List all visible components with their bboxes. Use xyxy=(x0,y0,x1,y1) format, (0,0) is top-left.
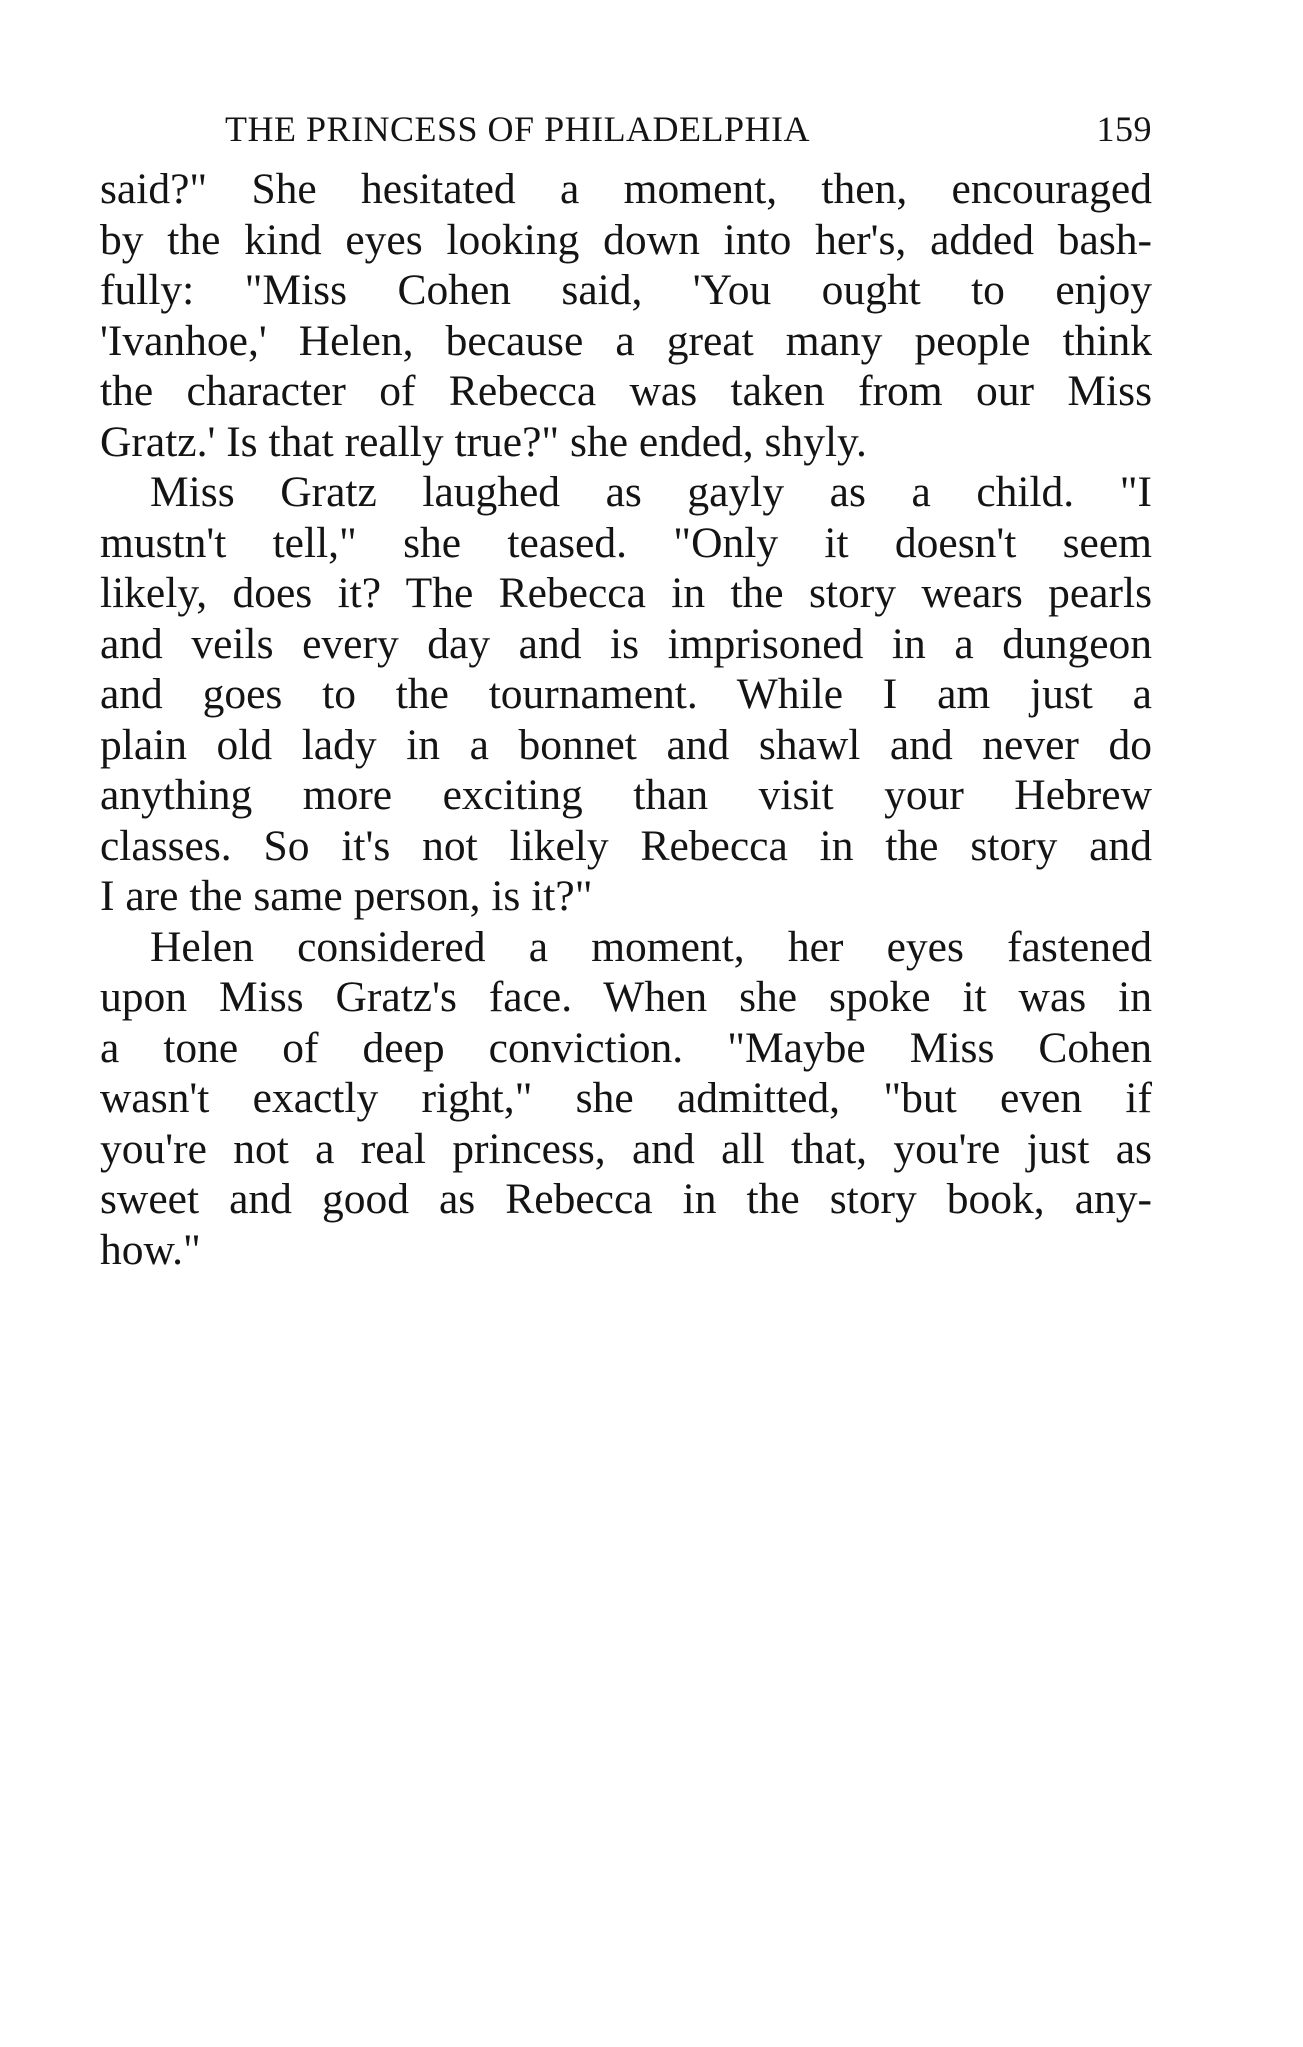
text-line: Gratz.' Is that really true?" she ended, shyly. xyxy=(100,417,867,466)
text-line: mustn't tell," she teased. "Only it doesn't seem xyxy=(100,518,1152,567)
text-line: you're not a real princess, and all that, you're just as xyxy=(100,1124,1152,1173)
text-line: anything more exciting than visit your Hebrew xyxy=(100,771,1152,819)
text-line: the character of Rebecca was taken from our Miss xyxy=(100,367,1152,415)
running-head xyxy=(100,108,1152,164)
text-line: I are the same person, is it?" xyxy=(100,872,593,920)
text-line: and goes to the tournament. While I am just a xyxy=(100,670,1152,718)
book-page xyxy=(100,108,1152,1275)
text-line: Miss Gratz laughed as gayly as a child. "I xyxy=(150,468,1152,516)
text-line: 'Ivanhoe,' Helen, because a great many people think xyxy=(100,316,1152,365)
text-line: classes. So it's not likely Rebecca in the story and xyxy=(100,821,1152,870)
text-line: wasn't exactly right," she admitted, "but even if xyxy=(100,1074,1152,1122)
paragraph xyxy=(100,922,1152,1276)
running-title: THE PRINCESS OF PHILADELPHIA xyxy=(225,109,811,149)
paragraph xyxy=(100,164,1152,467)
text-line: how." xyxy=(100,1225,201,1274)
paragraph xyxy=(100,467,1152,922)
text-line: likely, does it? The Rebecca in the story wears pearls xyxy=(100,569,1152,617)
text-line: a tone of deep conviction. "Maybe Miss Cohen xyxy=(100,1023,1152,1072)
text-line: by the kind eyes looking down into her's, added bash- xyxy=(100,215,1152,264)
text-line: sweet and good as Rebecca in the story book, any- xyxy=(100,1175,1152,1223)
text-line: fully: "Miss Cohen said, 'You ought to enjoy xyxy=(100,266,1152,314)
text-line: said?" She hesitated a moment, then, encouraged xyxy=(100,165,1152,213)
text-line: and veils every day and is imprisoned in a dungeon xyxy=(100,619,1152,668)
body-text xyxy=(100,164,1152,1275)
text-line: Helen considered a moment, her eyes fastened xyxy=(150,922,1152,971)
text-line: upon Miss Gratz's face. When she spoke it was in xyxy=(100,973,1152,1021)
text-line: plain old lady in a bonnet and shawl and never do xyxy=(100,720,1152,769)
page-number: 159 xyxy=(1096,109,1152,149)
